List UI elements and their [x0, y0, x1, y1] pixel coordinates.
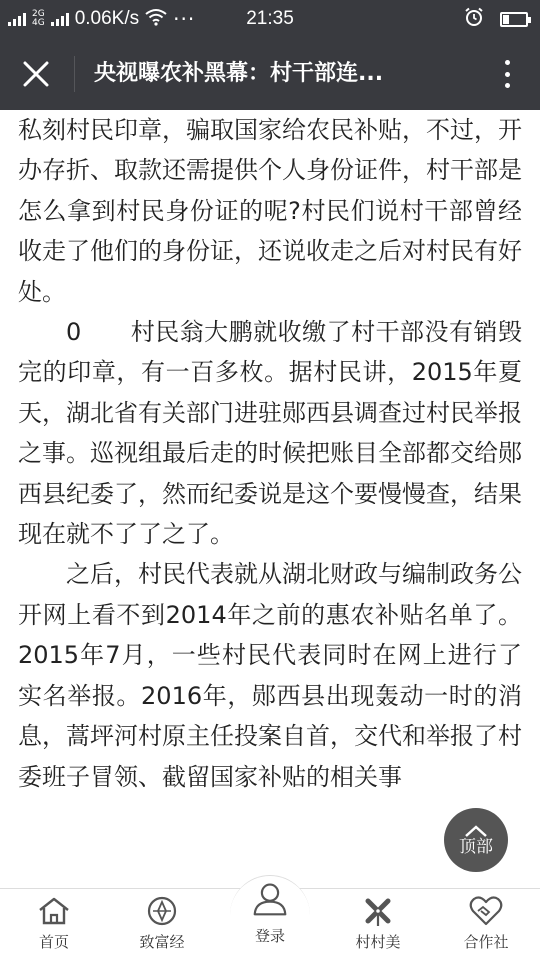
tab-login[interactable]	[216, 889, 324, 960]
compass-icon	[144, 895, 180, 927]
article-body	[0, 110, 540, 888]
chevron-up-icon	[463, 824, 489, 838]
article-paragraph: 私刻村民印章，骗取国家给农民补贴，不过，开办存折、取款还需提供个人身份证件，村干部是怎么拿到村民身份证的呢?村民们说村干部曾经收走了他们的身份证，还说收走之后对村民有好处。	[18, 116, 522, 306]
tab-label: 首页	[38, 933, 69, 951]
bottom-tab-bar	[0, 888, 540, 960]
home-icon	[36, 895, 72, 927]
more-menu-button[interactable]	[492, 56, 522, 92]
clock: 21:35	[246, 8, 294, 29]
page-title: 央视曝农补黑幕：村干部连...	[94, 61, 384, 86]
handshake-heart-icon	[468, 895, 504, 927]
nav-bar	[0, 38, 540, 110]
tab-home[interactable]	[0, 889, 108, 960]
article-paragraph: 0 村民翁大鹏就收缴了村干部没有销毁完的印章，有一百多枚。据村民讲，2015年夏天，湖北省有关部门进驻郧西县调查过村民举报之事。巡视组最后走的时候把账目全部都交给郧西县纪委了，然而纪委说是这个要慢慢查，结果现在就不了了之了。	[18, 318, 522, 549]
user-icon	[252, 883, 288, 915]
tab-cuncunmei[interactable]	[324, 889, 432, 960]
close-icon	[23, 61, 49, 87]
tab-label: 致富经	[139, 933, 185, 951]
network-speed: 0.06K/s	[74, 8, 140, 29]
network-type-2: 4G	[32, 18, 45, 28]
tab-label: 合作社	[463, 933, 509, 951]
more-notifications-icon: ···	[173, 7, 196, 31]
tab-label: 村村美	[355, 933, 401, 951]
article-paragraph: 之后，村民代表就从湖北财政与编制政务公开网上看不到2014年之前的惠农补贴名单了。2015年7月，一些村民代表同时在网上进行了实名举报。2016年，郧西县出现轰动一时的消息，蒿坪河村原主任投案自首，交代和举报了村委班子冒领、截留国家补贴的相关事	[18, 560, 522, 791]
network-type-1: 2G	[32, 9, 45, 19]
battery-icon	[500, 12, 528, 27]
nav-divider	[74, 56, 75, 92]
tab-hezuoshe[interactable]	[432, 889, 540, 960]
back-to-top-button[interactable]	[444, 808, 508, 872]
status-bar	[0, 0, 540, 38]
tab-zhifujing[interactable]	[108, 889, 216, 960]
windmill-icon	[360, 895, 396, 927]
close-button[interactable]	[14, 54, 58, 94]
status-right	[464, 0, 528, 38]
back-to-top-label: 顶部	[459, 837, 493, 857]
alarm-icon	[464, 7, 484, 31]
tab-label: 登录	[254, 927, 285, 945]
